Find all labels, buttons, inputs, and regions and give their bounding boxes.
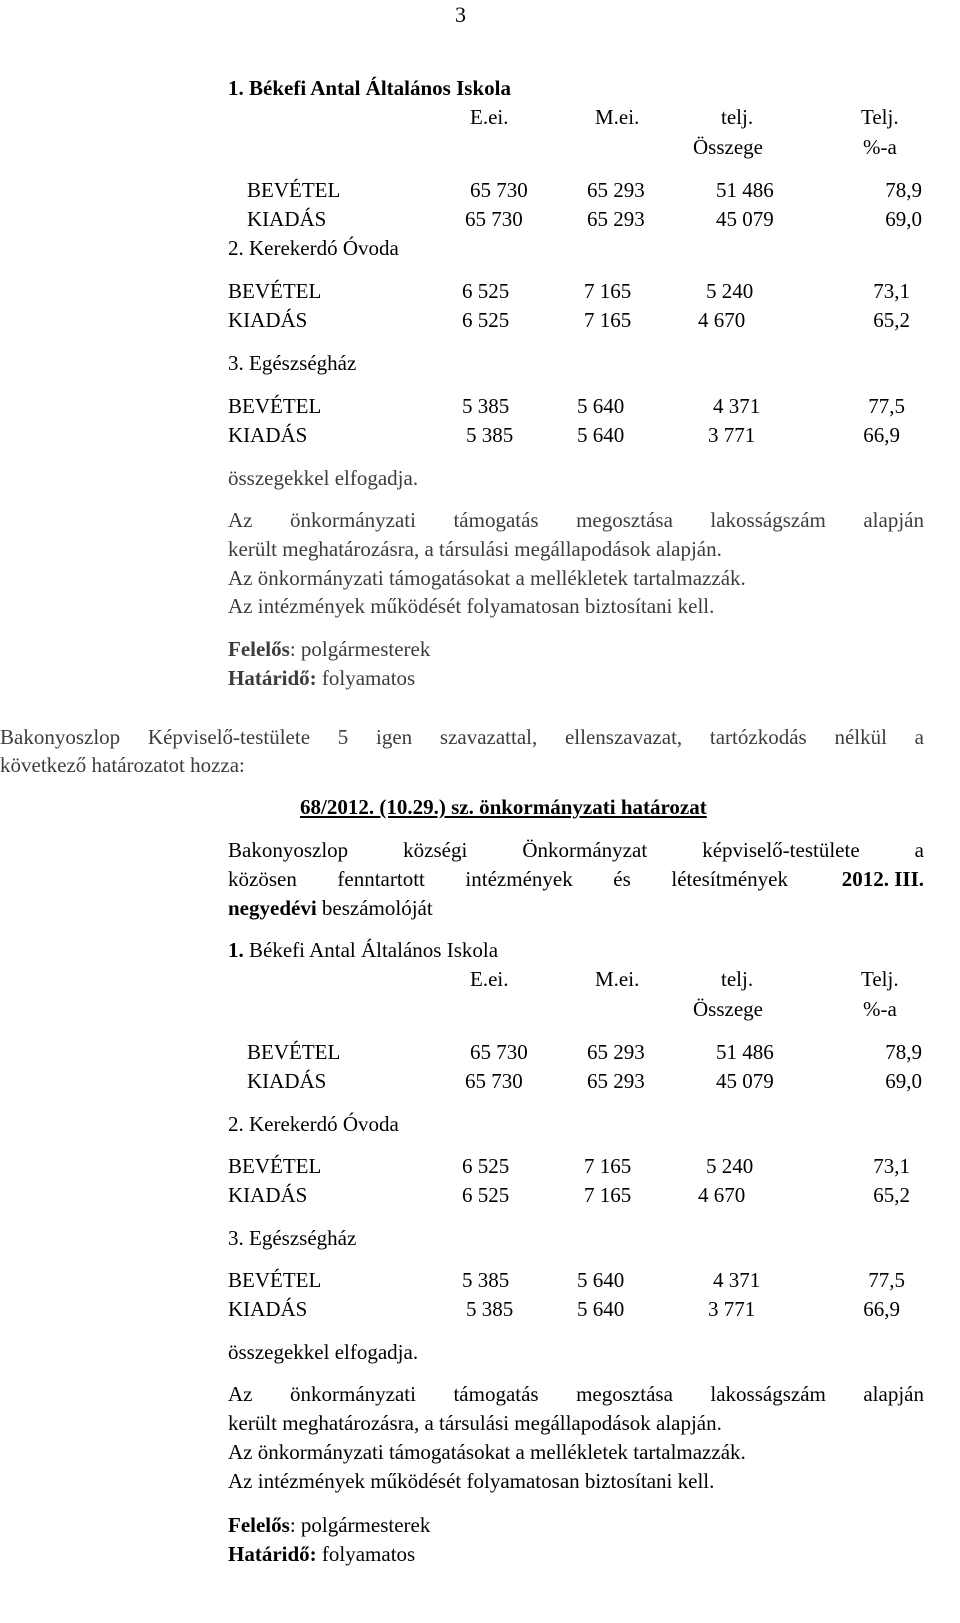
- col-telj-b: telj.: [721, 967, 754, 991]
- school-income-eei-b: 65 730: [470, 1040, 528, 1064]
- health-income-pct-a: 77,5: [868, 394, 905, 418]
- para1-line1-a: Az önkormányzati támogatás megosztása lakosságszám alapján: [228, 508, 924, 532]
- kinder-income-mei-a: 7 165: [584, 279, 632, 303]
- page-number: 3: [455, 2, 466, 27]
- school-expense-telj-b: 45 079: [716, 1069, 774, 1093]
- health-title-b: 3. Egészségház: [228, 1226, 357, 1250]
- col-pct-b: %-a: [863, 997, 897, 1021]
- para3-b: Az intézmények működését folyamatosan biztosítani kell.: [228, 1469, 715, 1493]
- health-income-eei-a: 5 385: [462, 394, 510, 418]
- deadline-b: [228, 1544, 415, 1565]
- resolution-quarterly: negyedévi: [228, 896, 317, 920]
- school-income-telj-b: 51 486: [716, 1040, 774, 1064]
- school-title-a: 1. Békefi Antal Általános Iskola: [228, 76, 511, 100]
- responsible-value-a: : polgármesterek: [289, 637, 431, 661]
- school-income-eei-a: 65 730: [470, 178, 528, 202]
- resolution-line2: [228, 869, 924, 890]
- kinder-income-eei-a: 6 525: [462, 279, 510, 303]
- school-income-pct-a: 78,9: [885, 178, 922, 202]
- health-expense-mei-b: 5 640: [577, 1297, 625, 1321]
- health-income-telj-b: 4 371: [713, 1268, 761, 1292]
- health-income-label-a: BEVÉTEL: [228, 394, 322, 418]
- col-pct-a: %-a: [863, 135, 897, 159]
- health-title-a: 3. Egészségház: [228, 351, 357, 375]
- resolution-report: beszámolóját: [316, 896, 433, 920]
- school-income-label-a: BEVÉTEL: [247, 178, 341, 202]
- col-osszege-b: Összege: [693, 997, 763, 1021]
- kinder-expense-pct-b: 65,2: [873, 1183, 910, 1207]
- health-income-mei-a: 5 640: [577, 394, 625, 418]
- para1-line1-b: Az önkormányzati támogatás megosztása lakosságszám alapján: [228, 1382, 924, 1406]
- kinder-income-eei-b: 6 525: [462, 1154, 510, 1178]
- health-expense-pct-a: 66,9: [863, 423, 900, 447]
- para3-a: Az intézmények működését folyamatosan biztosítani kell.: [228, 594, 715, 618]
- col-telj-pct-b: Telj.: [861, 967, 899, 991]
- health-expense-label-b: KIADÁS: [228, 1297, 308, 1321]
- school-expense-label-a: KIADÁS: [247, 207, 327, 231]
- accept-text-a: összegekkel elfogadja.: [228, 466, 419, 490]
- col-telj-a: telj.: [721, 105, 754, 129]
- health-income-mei-b: 5 640: [577, 1268, 625, 1292]
- kinder-expense-telj-a: 4 670: [698, 308, 746, 332]
- col-mei-b: M.ei.: [595, 967, 640, 991]
- para1-line2-b: került meghatározásra, a társulási megállapodások alapján.: [228, 1411, 722, 1435]
- para2-b: Az önkormányzati támogatásokat a mellékletek tartalmazzák.: [228, 1440, 746, 1464]
- kinder-expense-eei-a: 6 525: [462, 308, 510, 332]
- deadline-label-b: Határidő:: [228, 1542, 317, 1566]
- kinder-expense-label-a: KIADÁS: [228, 308, 308, 332]
- kinder-income-telj-b: 5 240: [706, 1154, 754, 1178]
- kinder-income-pct-a: 73,1: [873, 279, 910, 303]
- kinder-expense-label-b: KIADÁS: [228, 1183, 308, 1207]
- school-expense-telj-a: 45 079: [716, 207, 774, 231]
- para2-a: Az önkormányzati támogatásokat a mellékletek tartalmazzák.: [228, 566, 746, 590]
- school-title-b: [228, 940, 498, 961]
- responsible-a: [228, 639, 430, 660]
- col-eei-b: E.ei.: [470, 967, 509, 991]
- kinder-income-mei-b: 7 165: [584, 1154, 632, 1178]
- kinder-expense-mei-b: 7 165: [584, 1183, 632, 1207]
- school-expense-eei-b: 65 730: [465, 1069, 523, 1093]
- vote-line2: következő határozatot hozza:: [0, 753, 245, 777]
- responsible-label-a: Felelős: [228, 637, 290, 661]
- kinder-income-label-b: BEVÉTEL: [228, 1154, 322, 1178]
- col-osszege-a: Összege: [693, 135, 763, 159]
- kinder-expense-pct-a: 65,2: [873, 308, 910, 332]
- school-title-b-text: 1. Békefi Antal Általános Iskola: [228, 938, 499, 962]
- health-expense-eei-b: 5 385: [466, 1297, 514, 1321]
- school-expense-mei-a: 65 293: [587, 207, 645, 231]
- responsible-b: [228, 1515, 430, 1536]
- school-expense-pct-b: 69,0: [885, 1069, 922, 1093]
- kinder-expense-mei-a: 7 165: [584, 308, 632, 332]
- kinder-expense-telj-b: 4 670: [698, 1183, 746, 1207]
- resolution-line3: [228, 898, 433, 919]
- kindergarten-title-a: 2. Kerekerdó Óvoda: [228, 236, 399, 260]
- health-expense-eei-a: 5 385: [466, 423, 514, 447]
- deadline-a: [228, 668, 415, 689]
- vote-line1: Bakonyoszlop Képviselő-testülete 5 igen szavazattal, ellenszavazat, tartózkodás nélkül a: [0, 725, 924, 749]
- health-income-eei-b: 5 385: [462, 1268, 510, 1292]
- health-expense-telj-b: 3 771: [708, 1297, 756, 1321]
- school-expense-mei-b: 65 293: [587, 1069, 645, 1093]
- deadline-label-a: Határidő:: [228, 666, 317, 690]
- col-mei-a: M.ei.: [595, 105, 640, 129]
- accept-text-b: összegekkel elfogadja.: [228, 1340, 419, 1364]
- health-expense-label-a: KIADÁS: [228, 423, 308, 447]
- school-income-label-b: BEVÉTEL: [247, 1040, 341, 1064]
- health-expense-mei-a: 5 640: [577, 423, 625, 447]
- school-income-mei-b: 65 293: [587, 1040, 645, 1064]
- deadline-value-b: folyamatos: [316, 1542, 416, 1566]
- col-eei-a: E.ei.: [470, 105, 509, 129]
- resolution-period: 2012. III.: [841, 867, 924, 891]
- health-income-pct-b: 77,5: [868, 1268, 905, 1292]
- school-income-mei-a: 65 293: [587, 178, 645, 202]
- health-income-telj-a: 4 371: [713, 394, 761, 418]
- kinder-income-telj-a: 5 240: [706, 279, 754, 303]
- health-expense-pct-b: 66,9: [863, 1297, 900, 1321]
- kinder-income-pct-b: 73,1: [873, 1154, 910, 1178]
- health-expense-telj-a: 3 771: [708, 423, 756, 447]
- para1-line2-a: került meghatározásra, a társulási megállapodások alapján.: [228, 537, 722, 561]
- health-income-label-b: BEVÉTEL: [228, 1268, 322, 1292]
- school-expense-label-b: KIADÁS: [247, 1069, 327, 1093]
- resolution-line1: Bakonyoszlop községi Önkormányzat képviselő-testülete a: [228, 838, 924, 862]
- responsible-value-b: : polgármesterek: [289, 1513, 431, 1537]
- resolution-title: 68/2012. (10.29.) sz. önkormányzati határozat: [300, 795, 707, 819]
- responsible-label-b: Felelős: [228, 1513, 290, 1537]
- school-income-telj-a: 51 486: [716, 178, 774, 202]
- school-expense-eei-a: 65 730: [465, 207, 523, 231]
- school-income-pct-b: 78,9: [885, 1040, 922, 1064]
- school-expense-pct-a: 69,0: [885, 207, 922, 231]
- deadline-value-a: folyamatos: [316, 666, 416, 690]
- kinder-expense-eei-b: 6 525: [462, 1183, 510, 1207]
- resolution-line2-text: közösen fenntartott intézmények és létesítmények: [228, 867, 788, 891]
- col-telj-pct-a: Telj.: [861, 105, 899, 129]
- kindergarten-title-b: 2. Kerekerdó Óvoda: [228, 1112, 399, 1136]
- kinder-income-label-a: BEVÉTEL: [228, 279, 322, 303]
